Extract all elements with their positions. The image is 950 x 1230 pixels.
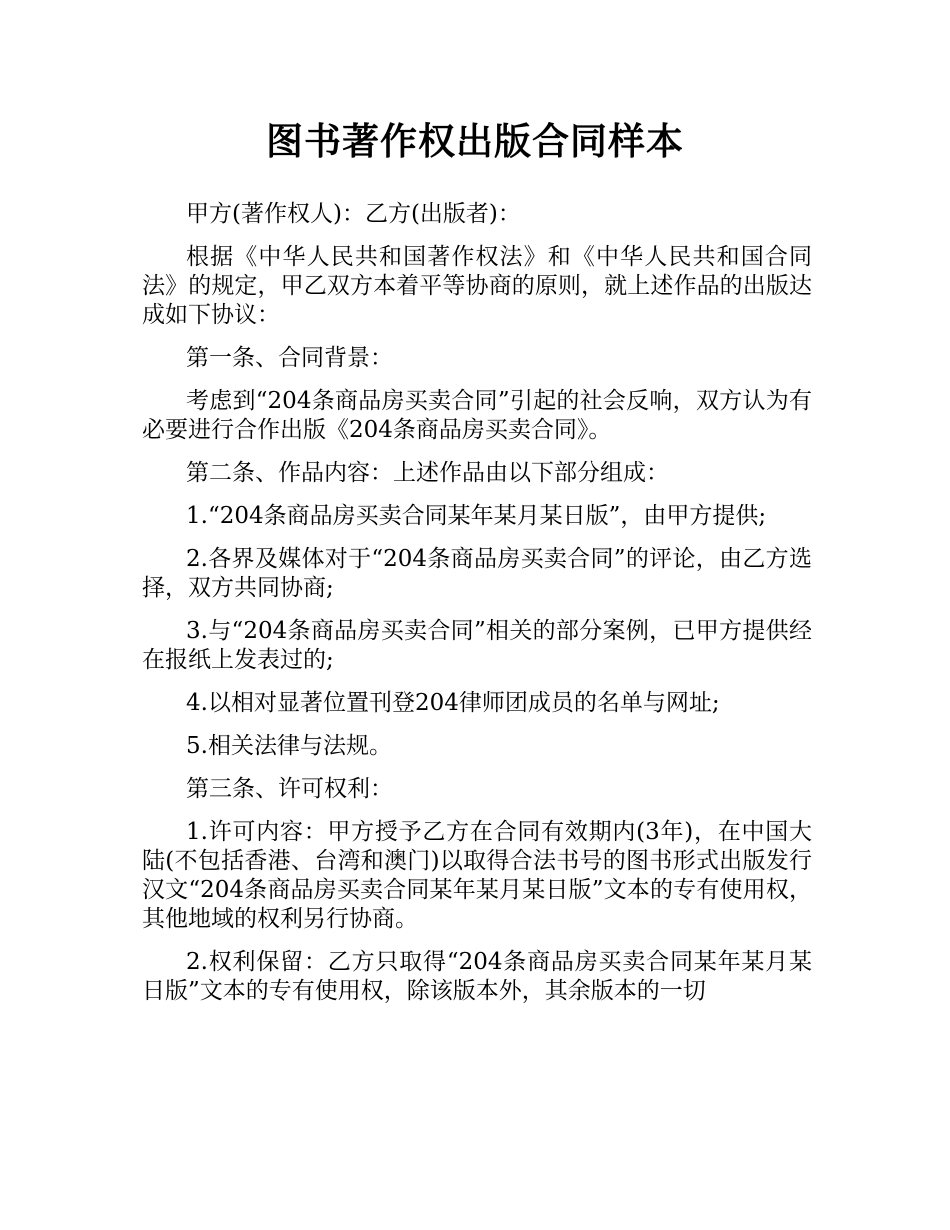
- paragraph-parties: 甲方(著作权人)：乙方(出版者)：: [186, 201, 521, 227]
- article-2-heading: 第二条、作品内容：上述作品由以下部分组成：: [186, 460, 669, 486]
- article-2-item-2: 2.各界及媒体对于“204条商品房买卖合同”的评论，由乙方选择，双方共同协商;: [142, 546, 812, 601]
- document-title: 图书著作权出版合同样本: [266, 120, 684, 163]
- article-2-item-3: 3.与“204条商品房买卖合同”相关的部分案例，已甲方提供经在报纸上发表过的;: [142, 618, 812, 673]
- article-2-item-4: 4.以相对显著位置刊登204律师团成员的名单与网址;: [186, 690, 720, 716]
- article-2-item-5: 5.相关法律与法规。: [186, 733, 392, 759]
- article-3-heading: 第三条、许可权利：: [186, 776, 393, 802]
- article-2-item-1: 1.“204条商品房买卖合同某年某月某日版”，由甲方提供;: [186, 503, 767, 529]
- paragraph-preamble: 根据《中华人民共和国著作权法》和《中华人民共和国合同法》的规定，甲乙双方本着平等协商的原则，就上述作品的出版达成如下协议：: [142, 244, 812, 328]
- document-body: [142, 200, 812, 1020]
- article-3-item-1: 1.许可内容：甲方授予乙方在合同有效期内(3年)，在中国大陆(不包括香港、台湾和澳门)以取得合法书号的图书形式出版发行汉文“204条商品房买卖合同某年某月某日版”文本的专有使用权，其他地域的权利另行协商。: [142, 819, 812, 932]
- article-1-heading: 第一条、合同背景：: [186, 345, 393, 371]
- article-3-item-2: 2.权利保留：乙方只取得“204条商品房买卖合同某年某月某日版”文本的专有使用权，除该版本外，其余版本的一切: [142, 949, 812, 1004]
- article-1-text: 考虑到“204条商品房买卖合同”引起的社会反响，双方认为有必要进行合作出版《204条商品房买卖合同》。: [142, 388, 812, 443]
